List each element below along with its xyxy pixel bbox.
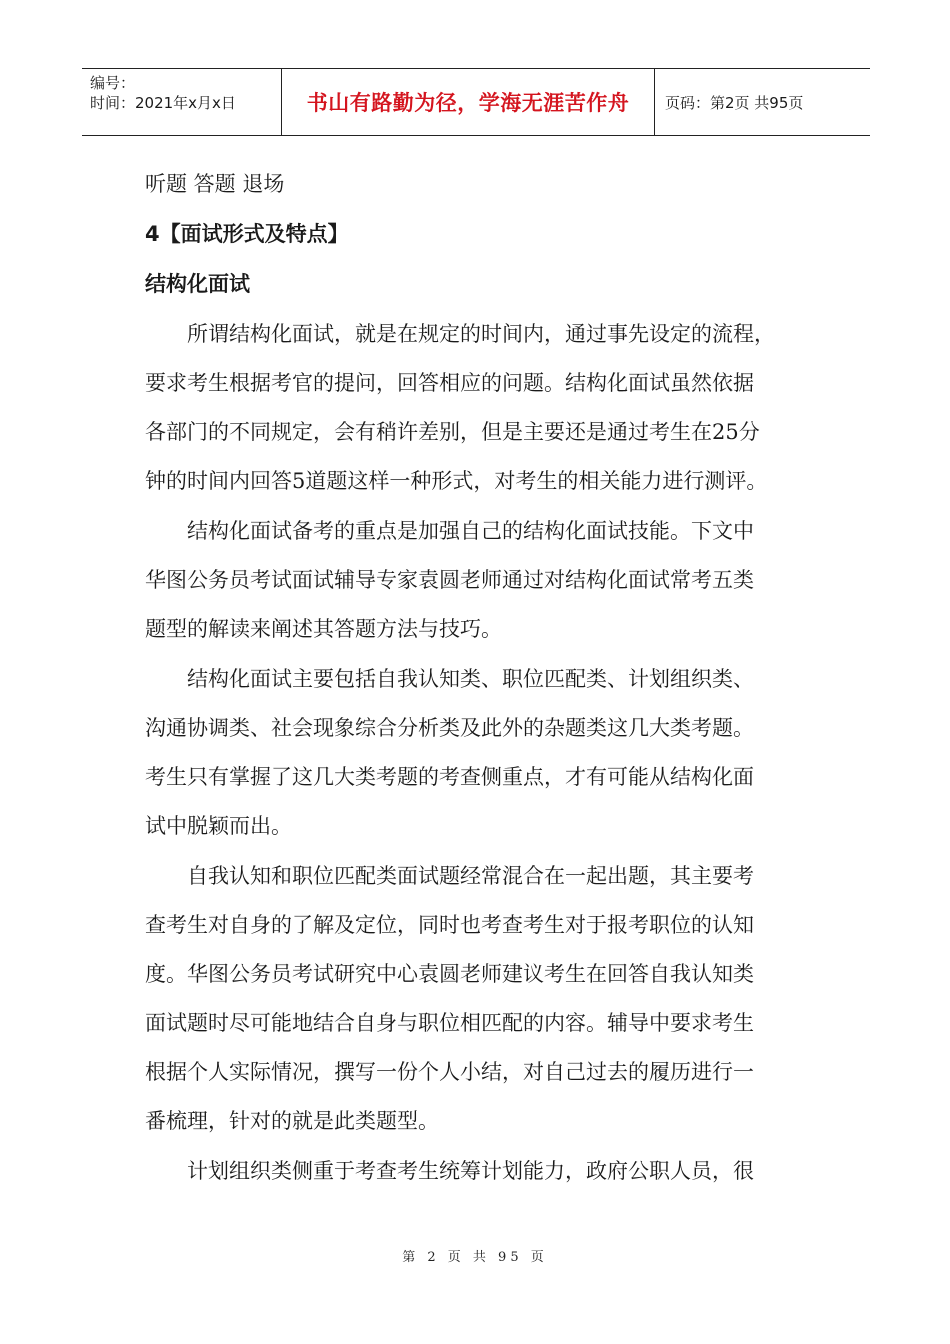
paragraph-line: 结构化面试主要包括自我认知类、职位匹配类、计划组织类、 xyxy=(187,667,754,691)
paragraph-line: 所谓结构化面试，就是在规定的时间内，通过事先设定的流程， xyxy=(187,322,775,346)
paragraph-line: 华图公务员考试面试辅导专家袁圆老师通过对结构化面试常考五类 xyxy=(145,568,754,592)
paragraph-line: 考生只有掌握了这几大类考题的考查侧重点，才有可能从结构化面 xyxy=(145,765,754,789)
sub-heading: 结构化面试 xyxy=(145,272,250,296)
paragraph-line: 计划组织类侧重于考查考生统筹计划能力，政府公职人员，很 xyxy=(187,1159,754,1183)
paragraph-line: 番梳理，针对的就是此类题型。 xyxy=(145,1109,439,1133)
header-table xyxy=(82,68,870,136)
paragraph xyxy=(145,852,800,1146)
paragraph-line: 钟的时间内回答5道题这样一种形式，对考生的相关能力进行测评。 xyxy=(145,469,768,493)
intro-line: 听题 答题 退场 xyxy=(145,172,285,196)
page-footer: 第 2 页 共 95 页 xyxy=(402,1250,548,1265)
paragraph-line: 查考生对自身的了解及定位，同时也考查考生对于报考职位的认知 xyxy=(145,913,754,937)
paragraph-line: 沟通协调类、社会现象综合分析类及此外的杂题类这几大类考题。 xyxy=(145,716,754,740)
paragraph-list xyxy=(145,310,800,1196)
paragraph-line: 面试题时尽可能地结合自身与职位相匹配的内容。辅导中要求考生 xyxy=(145,1011,754,1035)
paragraph xyxy=(145,507,800,654)
paragraph-line: 题型的解读来阐述其答题方法与技巧。 xyxy=(145,617,502,641)
number-label: 编号： xyxy=(90,74,136,92)
paragraph-line: 各部门的不同规定，会有稍许差别，但是主要还是通过考生在25分 xyxy=(145,420,760,444)
time-label: 时间：2021年x月x日 xyxy=(90,94,236,112)
paragraph-line: 结构化面试备考的重点是加强自己的结构化面试技能。下文中 xyxy=(187,519,754,543)
motto-text: 书山有路勤为径，学海无涯苦作舟 xyxy=(306,91,630,115)
paragraph xyxy=(145,310,800,506)
paragraph-line: 要求考生根据考官的提问，回答相应的问题。结构化面试虽然依据 xyxy=(145,371,754,395)
paragraph-line: 根据个人实际情况，撰写一份个人小结，对自己过去的履历进行一 xyxy=(145,1060,754,1084)
header-page-cell xyxy=(655,69,870,135)
paragraph-line: 试中脱颖而出。 xyxy=(145,814,292,838)
header-motto-cell xyxy=(282,69,655,135)
paragraph-line: 度。华图公务员考试研究中心袁圆老师建议考生在回答自我认知类 xyxy=(145,962,754,986)
paragraph xyxy=(145,655,800,851)
paragraph-line: 自我认知和职位匹配类面试题经常混合在一起出题，其主要考 xyxy=(187,864,754,888)
section-heading: 4【面试形式及特点】 xyxy=(145,222,349,246)
header-meta-cell xyxy=(82,69,282,135)
paragraph xyxy=(145,1147,800,1196)
page-info: 页码：第2页 共95页 xyxy=(665,93,804,112)
document-body xyxy=(145,160,800,1196)
